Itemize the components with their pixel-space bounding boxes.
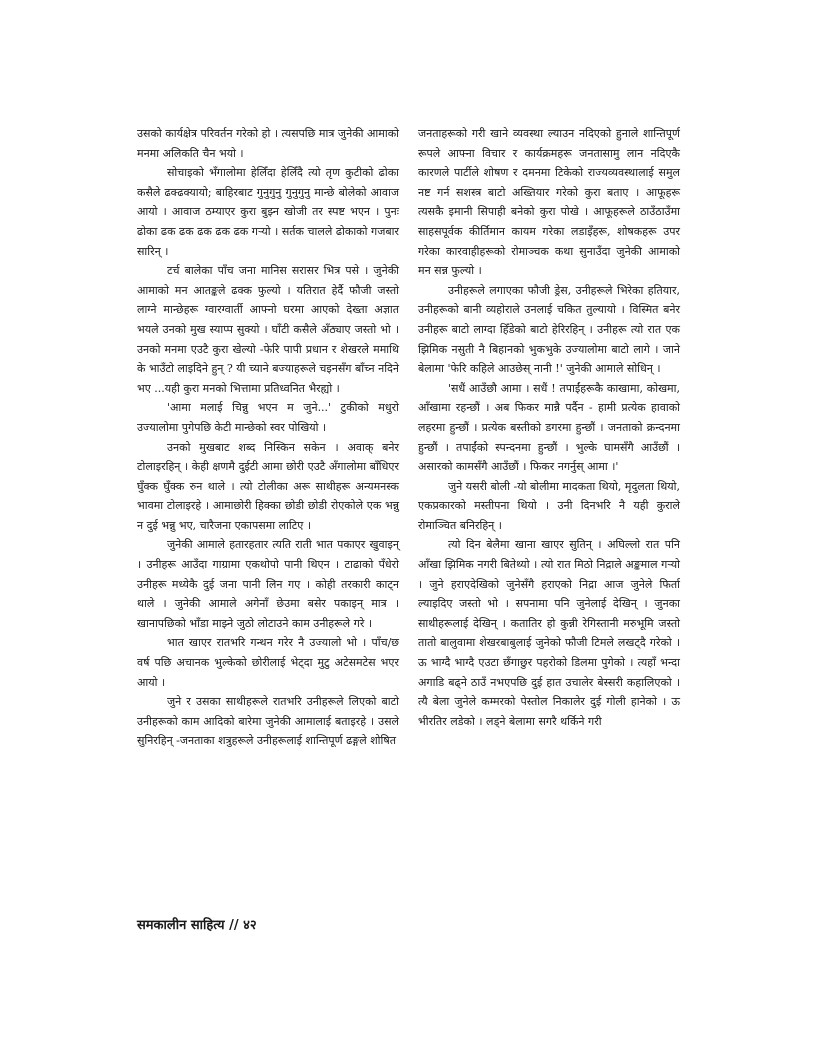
paragraph: त्यो दिन बेलैमा खाना खाएर सुतिन् । अघिल्लो रात पनि आँखा झिमिक नगरी बितेथ्यो । त्यो रात मिठो निद्राले अङ्कमाल गर्‍यो । जुने हराएदेखिको जुनेसँगै हराएको निद्रा आज जुनेले फिर्ता ल्याइदिए जस्तो भो । सपनामा पनि जुनेलाई देखिन् । जुनका साथीहरूलाई देखिन् । कतातिर हो कुन्नी रेगिस्तानी मरुभूमि जस्तो तातो बालुवामा शेखरबाबुलाई जुनेको फौजी टिमले लखट्दै गरेको । ऊ भाग्दै भाग्दै एउटा छँगाछुर पहरोको डिलमा पुगेको । त्यहाँ भन्दा अगाडि बढ्ने ठाउँ नभएपछि दुई हात उचालेर बेस्सरी कहालिएको । त्यै बेला जुनेले कम्मरको पेस्तोल निकालेर दुई गोली हानेको । ऊ भीरतिर लडेको । लड्ने बेलामा सगरै थर्किने गरी <box>418 538 680 728</box>
paragraph: 'सधैं आउँछौ आमा । सधैं ! तपाईंहरूकै काखामा, कोखमा, आँखामा रहन्छौं । अब फिकर मान्नै पर्दैन - हामी प्रत्येक हावाको लहरमा हुन्छौं । प्रत्येक बस्तीको डगरमा हुन्छौं । जनताको क्रन्दनमा हुन्छौं । तपाईंको स्पन्दनमा हुन्छौं । भुल्के घामसँगै आउँछौं । असारको कामसँगै आउँछौं । फिकर नगर्नुस् आमा ।' <box>418 381 680 474</box>
right-column <box>418 124 680 731</box>
paragraph: उनीहरूले लगाएका फौजी ड्रेस, उनीहरूले भिरेका हतियार, उनीहरूको बानी व्यहोराले उनलाई चकित तुल्यायो । विस्मित बनेर उनीहरू बाटो लाग्दा हिँडेको बाटो हेरिरहिन् । उनीहरू त्यो रात एक झिमिक नसुती नै बिहानको भुकभुके उज्यालोमा बाटो लागे । जाने बेलामा 'फेरि कहिले आउछेस् नानी !' जुनेकी आमाले सोधिन् । <box>418 283 680 376</box>
left-column <box>137 124 399 751</box>
paragraph: सोचाइको भँगालोमा हेलिँदा हेलिँदै त्यो तृण कुटीको ढोका कसैले ढक्ढक्यायो; बाहिरबाट गुनुगुनु गुनुगुनु मान्छे बोलेको आवाज आयो । आवाज ठम्याएर कुरा बुझ्न खोजी तर स्पष्ट भएन । पुनः ढोका ढक ढक ढक ढक ढक गर्‍यो । सर्तक चालले ढोकाको गजबार सारिन् । <box>137 166 399 258</box>
paragraph: जनताहरूको गरी खाने व्यवस्था ल्याउन नदिएको हुनाले शान्तिपूर्ण रूपले आफ्ना विचार र कार्यक्रमहरू जनतासामु लान नदिएकै कारणले पार्टीले शोषण र दमनमा टिकेको राज्यव्यवस्थालाई समुल नष्ट गर्न सशस्त्र बाटो अख्तियार गरेको कुरा बताए । आफूहरू त्यसकै इमानी सिपाही बनेको कुरा पोखे । आफूहरूले ठाउँठाउँमा साहसपूर्वक कीर्तिमान कायम गरेका लडाइँहरू, शोषकहरू उपर गरेका कारवाहीहरूको रोमाञ्चक कथा सुनाउँदा जुनेकी आमाको मन सन्न फुल्यो । <box>418 127 680 278</box>
paragraph: 'आमा मलाई चिन्नु भएन म जुने...' टुकीको मधुरो उज्यालोमा पुगेपछि केटी मान्छेको स्वर पोखियो । <box>137 401 399 434</box>
paragraph: उनको मुखबाट शब्द निस्किन सकेन । अवाक् बनेर टोलाइरहिन् । केही क्षणमै दुईटी आमा छोरी एउटै अँगालोमा बाँधिएर घुँक्क घुँक्क रुन थाले । त्यो टोलीका अरू साथीहरू अन्यमनस्क भावमा टोलाइरहे । आमाछोरी हिक्का छोडी छोडी रोएकोले एक भन्नु न दुई भन्नु भए, चारैजना एकापसमा लाटिए । <box>137 440 399 532</box>
paragraph: जुनेकी आमाले हतारहतार त्यति राती भात पकाएर खुवाइन् । उनीहरू आउँदा गाग्रामा एकथोपो पानी थिएन । टाढाको पँधेरो उनीहरू मध्येकै दुई जना पानी लिन गए । कोही तरकारी काट्न थाले । जुनेकी आमाले अगेनाँ छेउमा बसेर पकाइन् मात्र । खानापछिको भाँडा माझ्ने जुठो लोटाउने काम उनीहरूले गरे । <box>137 538 399 630</box>
page-footer: समकालीन साहित्य // ४२ <box>137 918 257 933</box>
paragraph: जुने यसरी बोली -यो बोलीमा मादकता थियो, मृदुलता थियो, एकप्रकारको मस्तीपना थियो । उनी दिनभरि नै यही कुराले रोमाञ्चित बनिरहिन् । <box>418 479 680 532</box>
paragraph: उसको कार्यक्षेत्र परिवर्तन गरेको हो । त्यसपछि मात्र जुनेकी आमाको मनमा अलिकति चैन भयो । <box>137 127 399 160</box>
paragraph: भात खाएर रातभरि गन्थन गरेर नै उज्यालो भो । पाँच/छ वर्ष पछि अचानक भुल्केको छोरीलाई भेट्दा मुटु अटेसमटेस भएर आयो । <box>137 636 399 689</box>
paragraph: टर्च बालेका पाँच जना मानिस सरासर भित्र पसे । जुनेकी आमाको मन आतङ्कले ढक्क फुल्यो । यतिरात हेर्दै फौजी जस्तो लाग्ने मान्छेहरू ग्वारग्वार्ती आफ्नो घरमा आएको देख्ता अज्ञात भयले उनको मुख स्याप्प सुक्यो । घाँटी कसैले अँठ्याए जस्तो भो । उनको मनमा एउटै कुरा खेल्यो -फेरि पापी प्रधान र शेखरले ममाथि के भाउँटो लाइदिने हुन् ? यी च्याने बज्याहरूले चइनसँग बाँच्न नदिने भए ...यही कुरा मनको भित्तामा प्रतिध्वनित भैरह्यो । <box>137 264 399 395</box>
paragraph: जुने र उसका साथीहरूले रातभरि उनीहरूले लिएको बाटो उनीहरूको काम आदिको बारेमा जुनेकी आमालाई बताइरहे । उसले सुनिरहिन् -जनताका शत्रुहरूले उनीहरूलाई शान्तिपूर्ण ढङ्गले शोषित <box>137 695 399 748</box>
